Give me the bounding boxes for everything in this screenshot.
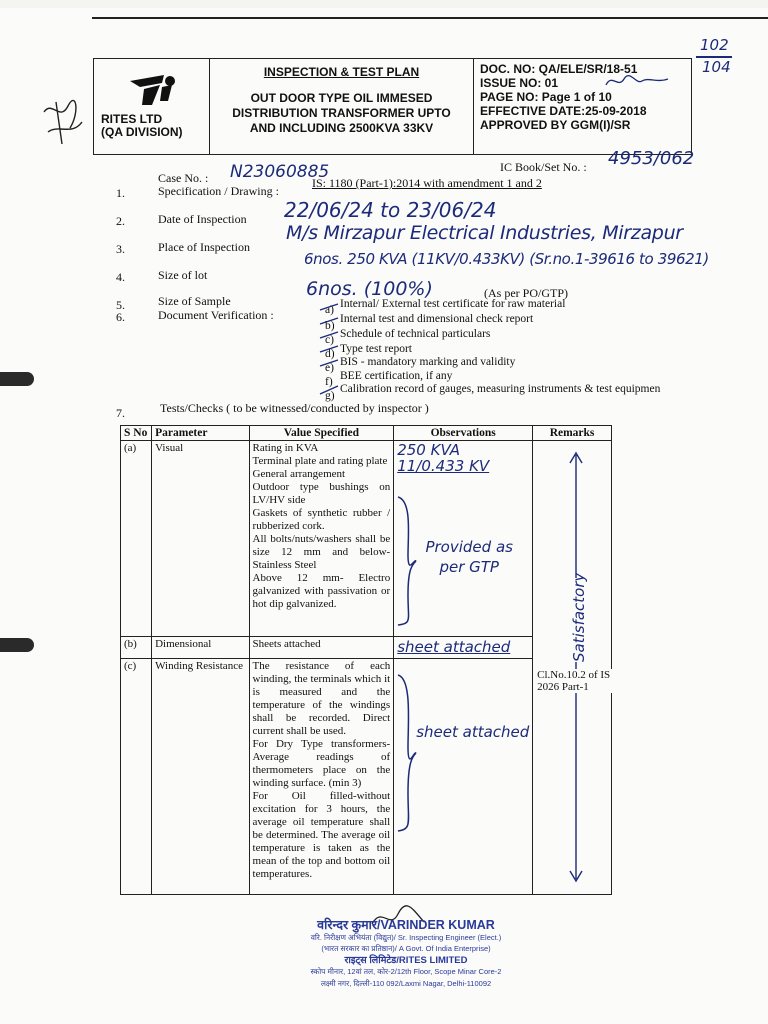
binder-hole-upper: [0, 372, 34, 386]
doc-item-b: Internal test and dimensional check report: [340, 313, 534, 325]
header-doc-cell: [474, 59, 691, 154]
official-stamp: [286, 920, 526, 989]
case-no-value: N23060885: [230, 162, 330, 182]
tests-heading: Tests/Checks ( to be witnessed/conducted by inspector ): [160, 401, 429, 415]
stamp-name: वरिन्दर कुमार/VARINDER KUMAR: [317, 918, 495, 932]
document-page: [0, 8, 768, 1024]
row-b-value: Sheets attached: [249, 637, 394, 659]
doc-item-c-letter: c): [325, 334, 334, 346]
row-c-observations: [394, 659, 533, 895]
dimensional-obs: sheet attached: [394, 637, 533, 659]
row-a-sno: (a): [121, 441, 152, 637]
tests-table: [120, 425, 612, 895]
effective-date: EFFECTIVE DATE:25-09-2018: [480, 104, 647, 118]
row-b-param: Dimensional: [152, 637, 249, 659]
plan-subtitle-line-1: OUT DOOR TYPE OIL IMMESED: [250, 91, 433, 105]
item-5-num: 5.: [116, 298, 125, 312]
item-4-label: Size of lot: [158, 268, 208, 282]
table-header-row: [121, 426, 612, 441]
page-ref-bottom: 104: [702, 58, 731, 76]
margin-signature: [40, 92, 90, 152]
page-edge-line: [92, 17, 768, 19]
header-initials: [602, 71, 672, 91]
doc-item-g-letter: g): [325, 390, 335, 402]
row-c-sno: (c): [121, 659, 152, 895]
row-a-param: Visual: [152, 441, 249, 637]
page-ref-top: 102: [700, 36, 729, 54]
header-logo-cell: [94, 59, 210, 154]
doc-item-f: BEE certification, if any: [340, 370, 453, 382]
stamp-address-1: स्कोप मीनार, 12वां तल, कोर-2/12th Floor, Scope Minar Core-2: [310, 967, 502, 976]
item-3-label: Place of Inspection: [158, 240, 250, 254]
visual-obs-rating: 250 KVA: [397, 441, 460, 459]
remarks-cell: [533, 441, 612, 895]
stamp-address-2: लक्ष्मी नगर, दिल्ली-110 092/Laxmi Nagar, Delhi-110092: [320, 978, 492, 988]
date-of-inspection-value: 22/06/24 to 23/06/24: [284, 198, 497, 222]
doc-item-f-letter: f): [325, 376, 333, 388]
winding-obs: sheet attached: [416, 723, 530, 741]
place-of-inspection-value: M/s Mirzapur Electrical Industries, Mirzapur: [286, 222, 683, 244]
item-2-num: 2.: [116, 214, 125, 228]
doc-item-b-letter: b): [325, 320, 335, 332]
doc-item-a: Internal/ External test certificate for raw material: [340, 298, 566, 310]
company-name: RITES LTD: [101, 112, 163, 126]
rites-logo: [124, 71, 180, 107]
plan-subtitle-line-2: DISTRIBUTION TRANSFORMER UPTO: [232, 106, 451, 120]
stamp-govt: (भारत सरकार का प्रतिष्ठान)/ A Govt. Of India Enterprise): [321, 944, 491, 953]
approved-by: APPROVED BY GGM(I)/SR: [480, 118, 631, 132]
specification-value: IS: 1180 (Part-1):2014 with amendment 1 and 2: [312, 176, 542, 190]
visual-obs-brace: [394, 495, 420, 627]
ic-book-value: 4953/062: [608, 148, 695, 169]
issue-number: ISSUE NO: 01: [480, 76, 559, 90]
item-6-label: Document Verification :: [158, 308, 274, 322]
table-row: [121, 441, 612, 637]
plan-title: INSPECTION & TEST PLAN: [263, 65, 420, 79]
item-5-label: Size of Sample: [158, 294, 231, 308]
remarks-clause: Cl.No.10.2 of IS 2026 Part-1: [537, 669, 623, 693]
row-c-value: The resistance of each winding, the terminals which it is measured and the temperature of the windings shall be recorded. Direct current shall be used. For Dry Type transformers- Average readings of thermometers place on the winding surface. (min 3) For Oil filled-without excitation for 3 hours, the average oil temperature shall be determined. The average oil temperature is taken as the mean of the top and bottom oil temperatures.: [249, 659, 394, 895]
company-division: (QA DIVISION): [101, 125, 183, 139]
stamp-designation: वरि. निरीक्षण अभियंता (विद्युत)/ Sr. Inspecting Engineer (Elect.): [310, 932, 502, 942]
document-header: [93, 58, 692, 155]
header-observations: Observations: [394, 426, 533, 441]
stamp-company: राइट्स लिमिटेड/RITES LIMITED: [344, 954, 468, 966]
remarks-satisfactory: Satisfactory: [570, 572, 589, 662]
plan-subtitle-line-3: AND INCLUDING 2500KVA 33KV: [249, 121, 434, 135]
row-a-observations: [394, 441, 533, 637]
header-remarks: Remarks: [533, 426, 612, 441]
item-6-num: 6.: [116, 310, 125, 324]
doc-item-d: Type test report: [340, 343, 413, 355]
item-2-label: Date of Inspection: [158, 212, 247, 226]
binder-hole-lower: [0, 638, 34, 652]
header-parameter: Parameter: [152, 426, 249, 441]
header-title-cell: [210, 59, 474, 154]
as-per-po-gtp: (As per PO/GTP): [484, 286, 568, 300]
doc-item-d-letter: d): [325, 348, 335, 360]
item-7-num: 7.: [116, 406, 125, 420]
ic-book-label: IC Book/Set No. :: [500, 160, 587, 174]
doc-item-c: Schedule of technical particulars: [340, 328, 491, 340]
doc-item-g: Calibration record of gauges, measuring instruments & test equipmen: [340, 383, 661, 395]
item-1-num: 1.: [116, 186, 125, 200]
visual-obs-provided: Provided as per GTP: [425, 538, 513, 576]
size-of-sample-value: 6nos. (100%): [306, 278, 433, 300]
header-value-specified: Value Specified: [249, 426, 394, 441]
doc-item-e: BIS - mandatory marking and validity: [340, 356, 516, 368]
doc-item-a-letter: a): [325, 304, 334, 316]
size-of-lot-value: 6nos. 250 KVA (11KV/0.433KV) (Sr.no.1-39616 to 39621): [304, 250, 709, 268]
doc-number: DOC. NO: QA/ELE/SR/18-51: [480, 62, 638, 76]
row-c-param: Winding Resistance: [152, 659, 249, 895]
header-sno: S No: [121, 426, 152, 441]
case-no-label: Case No. :: [158, 171, 209, 185]
item-3-num: 3.: [116, 242, 125, 256]
row-a-value: Rating in KVA Terminal plate and rating plate General arrangement Outdoor type bushings on LV/HV side Gaskets of synthetic rubber / rubberized cork. All bolts/nuts/washers shall be size 12 mm and below-Stainless Steel Above 12 mm- Electro galvanized with passivation or hot dip galvanized.: [249, 441, 394, 637]
item-1-label: Specification / Drawing :: [158, 184, 279, 198]
winding-obs-brace: [394, 673, 420, 833]
page-number: PAGE NO: Page 1 of 10: [480, 90, 612, 104]
row-b-sno: (b): [121, 637, 152, 659]
item-4-num: 4.: [116, 270, 125, 284]
doc-verification-ticks: [318, 300, 342, 400]
doc-item-e-letter: e): [325, 362, 334, 374]
visual-obs-voltage: 11/0.433 KV: [397, 457, 490, 475]
